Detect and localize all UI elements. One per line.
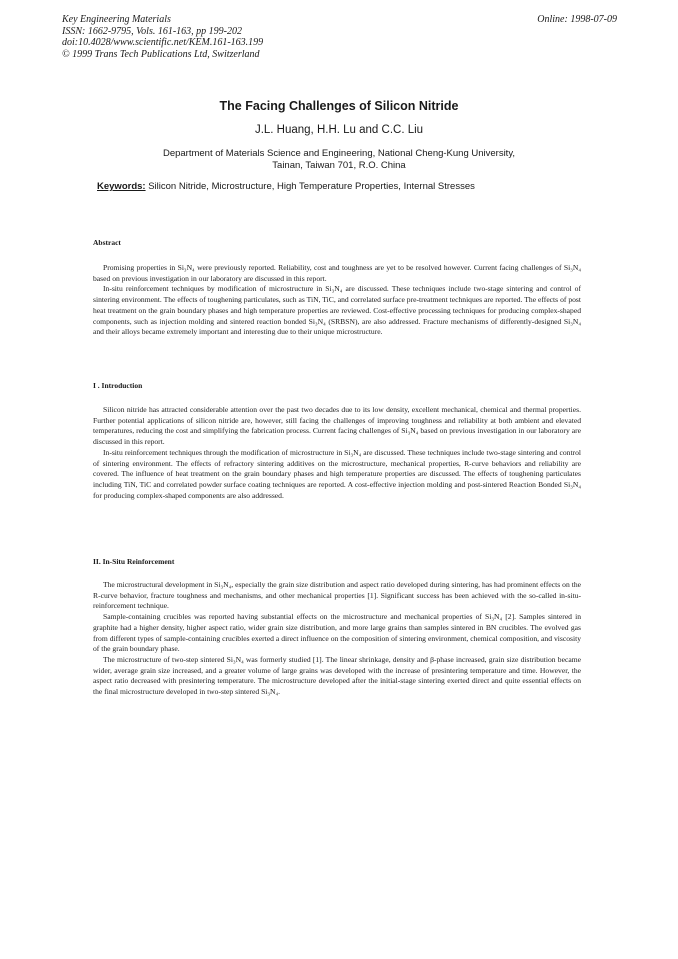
keywords-line [97, 181, 617, 192]
insitu-paragraph-2: Sample-containing crucibles was reported having substantial effects on the microstructure and mechanical properties of Si₃N₄ [2]. Samples sintered in graphite had a higher density, higher aspect ratio, wider grain size distribution, and more large grains than samples sintered in BN crucibles. The evolved gas from different types of sample-containing crucibles exerted a direct influence on the composition of sintering environment, chemical composition, and viscosity of the grain boundary phase. [93, 612, 581, 654]
paper-authors: J.L. Huang, H.H. Lu and C.C. Liu [254, 124, 424, 136]
abstract-heading: Abstract [93, 238, 121, 247]
abstract-body [93, 263, 581, 338]
issn-line: ISSN: 1662-9795, Vols. 161-163, pp 199-202 [62, 25, 242, 37]
journal-name: Key Engineering Materials [62, 14, 171, 25]
affiliation [0, 148, 678, 172]
keywords-text: Silicon Nitride, Microstructure, High Temperature Properties, Internal Stresses [145, 181, 475, 192]
insitu-body [93, 580, 581, 698]
copyright-line: © 1999 Trans Tech Publications Ltd, Switzerland [62, 48, 260, 60]
affiliation-line-2: Tainan, Taiwan 701, R.O. China [272, 160, 406, 171]
paper-title: The Facing Challenges of Silicon Nitride [219, 99, 459, 113]
abstract-paragraph-1: Promising properties in Si₃N₄ were previously reported. Reliability, cost and toughness are yet to be resolved however. Current facing challenges of Si₃N₄ based on previous investigation in our laboratory are discussed in this report. [93, 263, 581, 283]
insitu-paragraph-1: The microstructural development in Si₃N₄, especially the grain size distribution and aspect ratio developed during sintering, has had prominent effects on the R-curve behavior, fracture toughness and mechanisms, and other mechanical properties [1]. Significant success has been achieved with the so-called in-situ-reinforcement technique. [93, 580, 581, 611]
introduction-body [93, 405, 581, 501]
keywords-label: Keywords: [97, 181, 146, 192]
insitu-paragraph-3: The microstructure of two-step sintered Si₃N₄ was formerly studied [1]. The linear shrinkage, density and β-phase increased, grain size distribution became wider, average grain size increased, and a greater volume of large grains was developed with the increase of presintering temperature and time. However, the aspect ratio decreased with presintering temperature. The microstructure developed after the initial-stage sintering exerted direct and quite essential effects on the final microstructure developed in two-step sintered Si₃N₄. [93, 654, 581, 697]
insitu-heading: II. In-Situ Reinforcement [93, 557, 175, 566]
journal-header [62, 14, 263, 60]
introduction-heading: I . Introduction [93, 381, 143, 390]
affiliation-line-1: Department of Materials Science and Engineering, National Cheng-Kung University, [162, 148, 516, 159]
online-date: Online: 1998-07-09 [537, 14, 617, 25]
introduction-paragraph-1: Silicon nitride has attracted considerable attention over the past two decades due to its low density, excellent mechanical, chemical and thermal properties. Further potential applications of silicon nitride are, however, still facing the challenges of improving toughness and reliability at both ambient and elevated temperatures, reducing the cost and simplifying the fabrication process. Current facing challenges of Si₃N₄ based on previous investigation in our laboratory are discussed in this report. [93, 405, 581, 447]
introduction-paragraph-2: In-situ reinforcement techniques through the modification of microstructure in Si₃N₄ are discussed. These techniques include two-stage sintering and control of sintering environment. The effects of refractory sintering additives on the microstructure, mechanical properties, R-curve behaviors and reliability are covered. The influence of heat treatment on the grain boundary phases and high temperature properties are discussed. The effects of toughening particulates including TiN, TiC and correlated powder surface coating techniques are reported. A cost-effective injection molding and post-sintered Reaction Bonded Si₃N₄ for producing complex-shaped components are also addressed. [93, 447, 581, 500]
abstract-paragraph-2: In-situ reinforcement techniques by modification of microstructure in Si₃N₄ are discussed. These techniques include two-stage sintering and control of sintering environment. The effects of toughening particulates, such as TiN, TiC, and correlated surface pre-treatment techniques are reported. The effects of post heat treatment on the grain boundary phases and high temperature properties are reviewed. Cost-effective processing techniques for producing complex-shaped components, such as injection molding and sintered reaction bonded Si₃N₄ (SRBSN), are also addressed. Fracture mechanisms of differently-designed Si₃N₄ and their alloys became extremely important and interesting due to their unique microstructure. [93, 284, 581, 337]
doi-line: doi:10.4028/www.scientific.net/KEM.161-163.199 [62, 37, 264, 48]
